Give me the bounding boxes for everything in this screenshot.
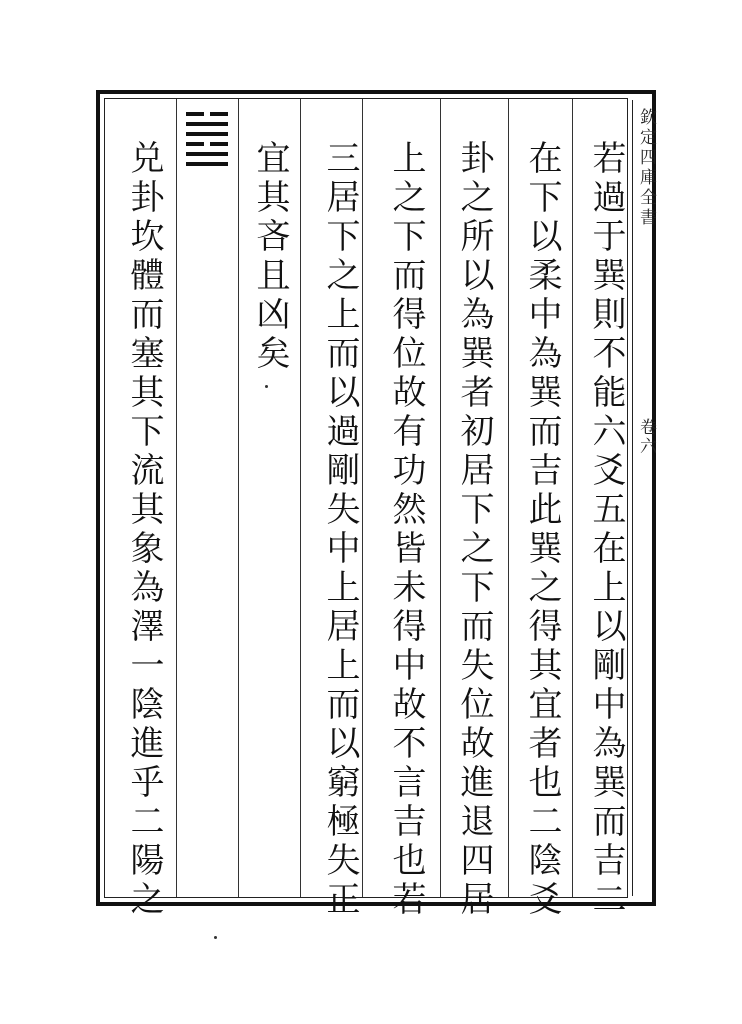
trigram-line-solid: [186, 162, 228, 166]
column-rule: [300, 99, 301, 897]
text-column-3: 卦之所以為巽者初居下之下而失位故進退四居: [454, 140, 494, 920]
trigram-line-solid: [186, 122, 228, 126]
text-column-8: 兑卦坎體而塞其下流其象為澤一陰進乎二陽之: [124, 140, 164, 920]
scan-dot: [214, 936, 217, 939]
text-column-6: 宜其吝且凶矣: [250, 140, 290, 374]
volume-label: 卷六: [636, 418, 656, 456]
trigram-line-solid: [186, 132, 228, 136]
text-column-5: 三居下之上而以過剛失中上居上而以窮極失正: [320, 140, 360, 920]
dui-trigram-symbol: [186, 112, 228, 172]
column-rule: [176, 99, 177, 897]
book-title: 欽定四庫全書: [636, 108, 656, 228]
column-rule: [572, 99, 573, 897]
scan-dot: [265, 385, 268, 388]
column-rule: [508, 99, 509, 897]
trigram-line-solid: [186, 152, 228, 156]
trigram-line-broken: [186, 112, 228, 116]
column-rule: [440, 99, 441, 897]
column-rule: [362, 99, 363, 897]
text-column-1: 若過于巽則不能六爻五在上以剛中為巽而吉二: [586, 140, 626, 920]
trigram-line-broken: [186, 142, 228, 146]
text-column-2: 在下以柔中為巽而吉此巽之得其宜者也二陰爻: [522, 140, 562, 920]
text-column-4: 上之下而得位故有功然皆未得中故不言吉也若: [386, 140, 426, 920]
column-rule: [238, 99, 239, 897]
